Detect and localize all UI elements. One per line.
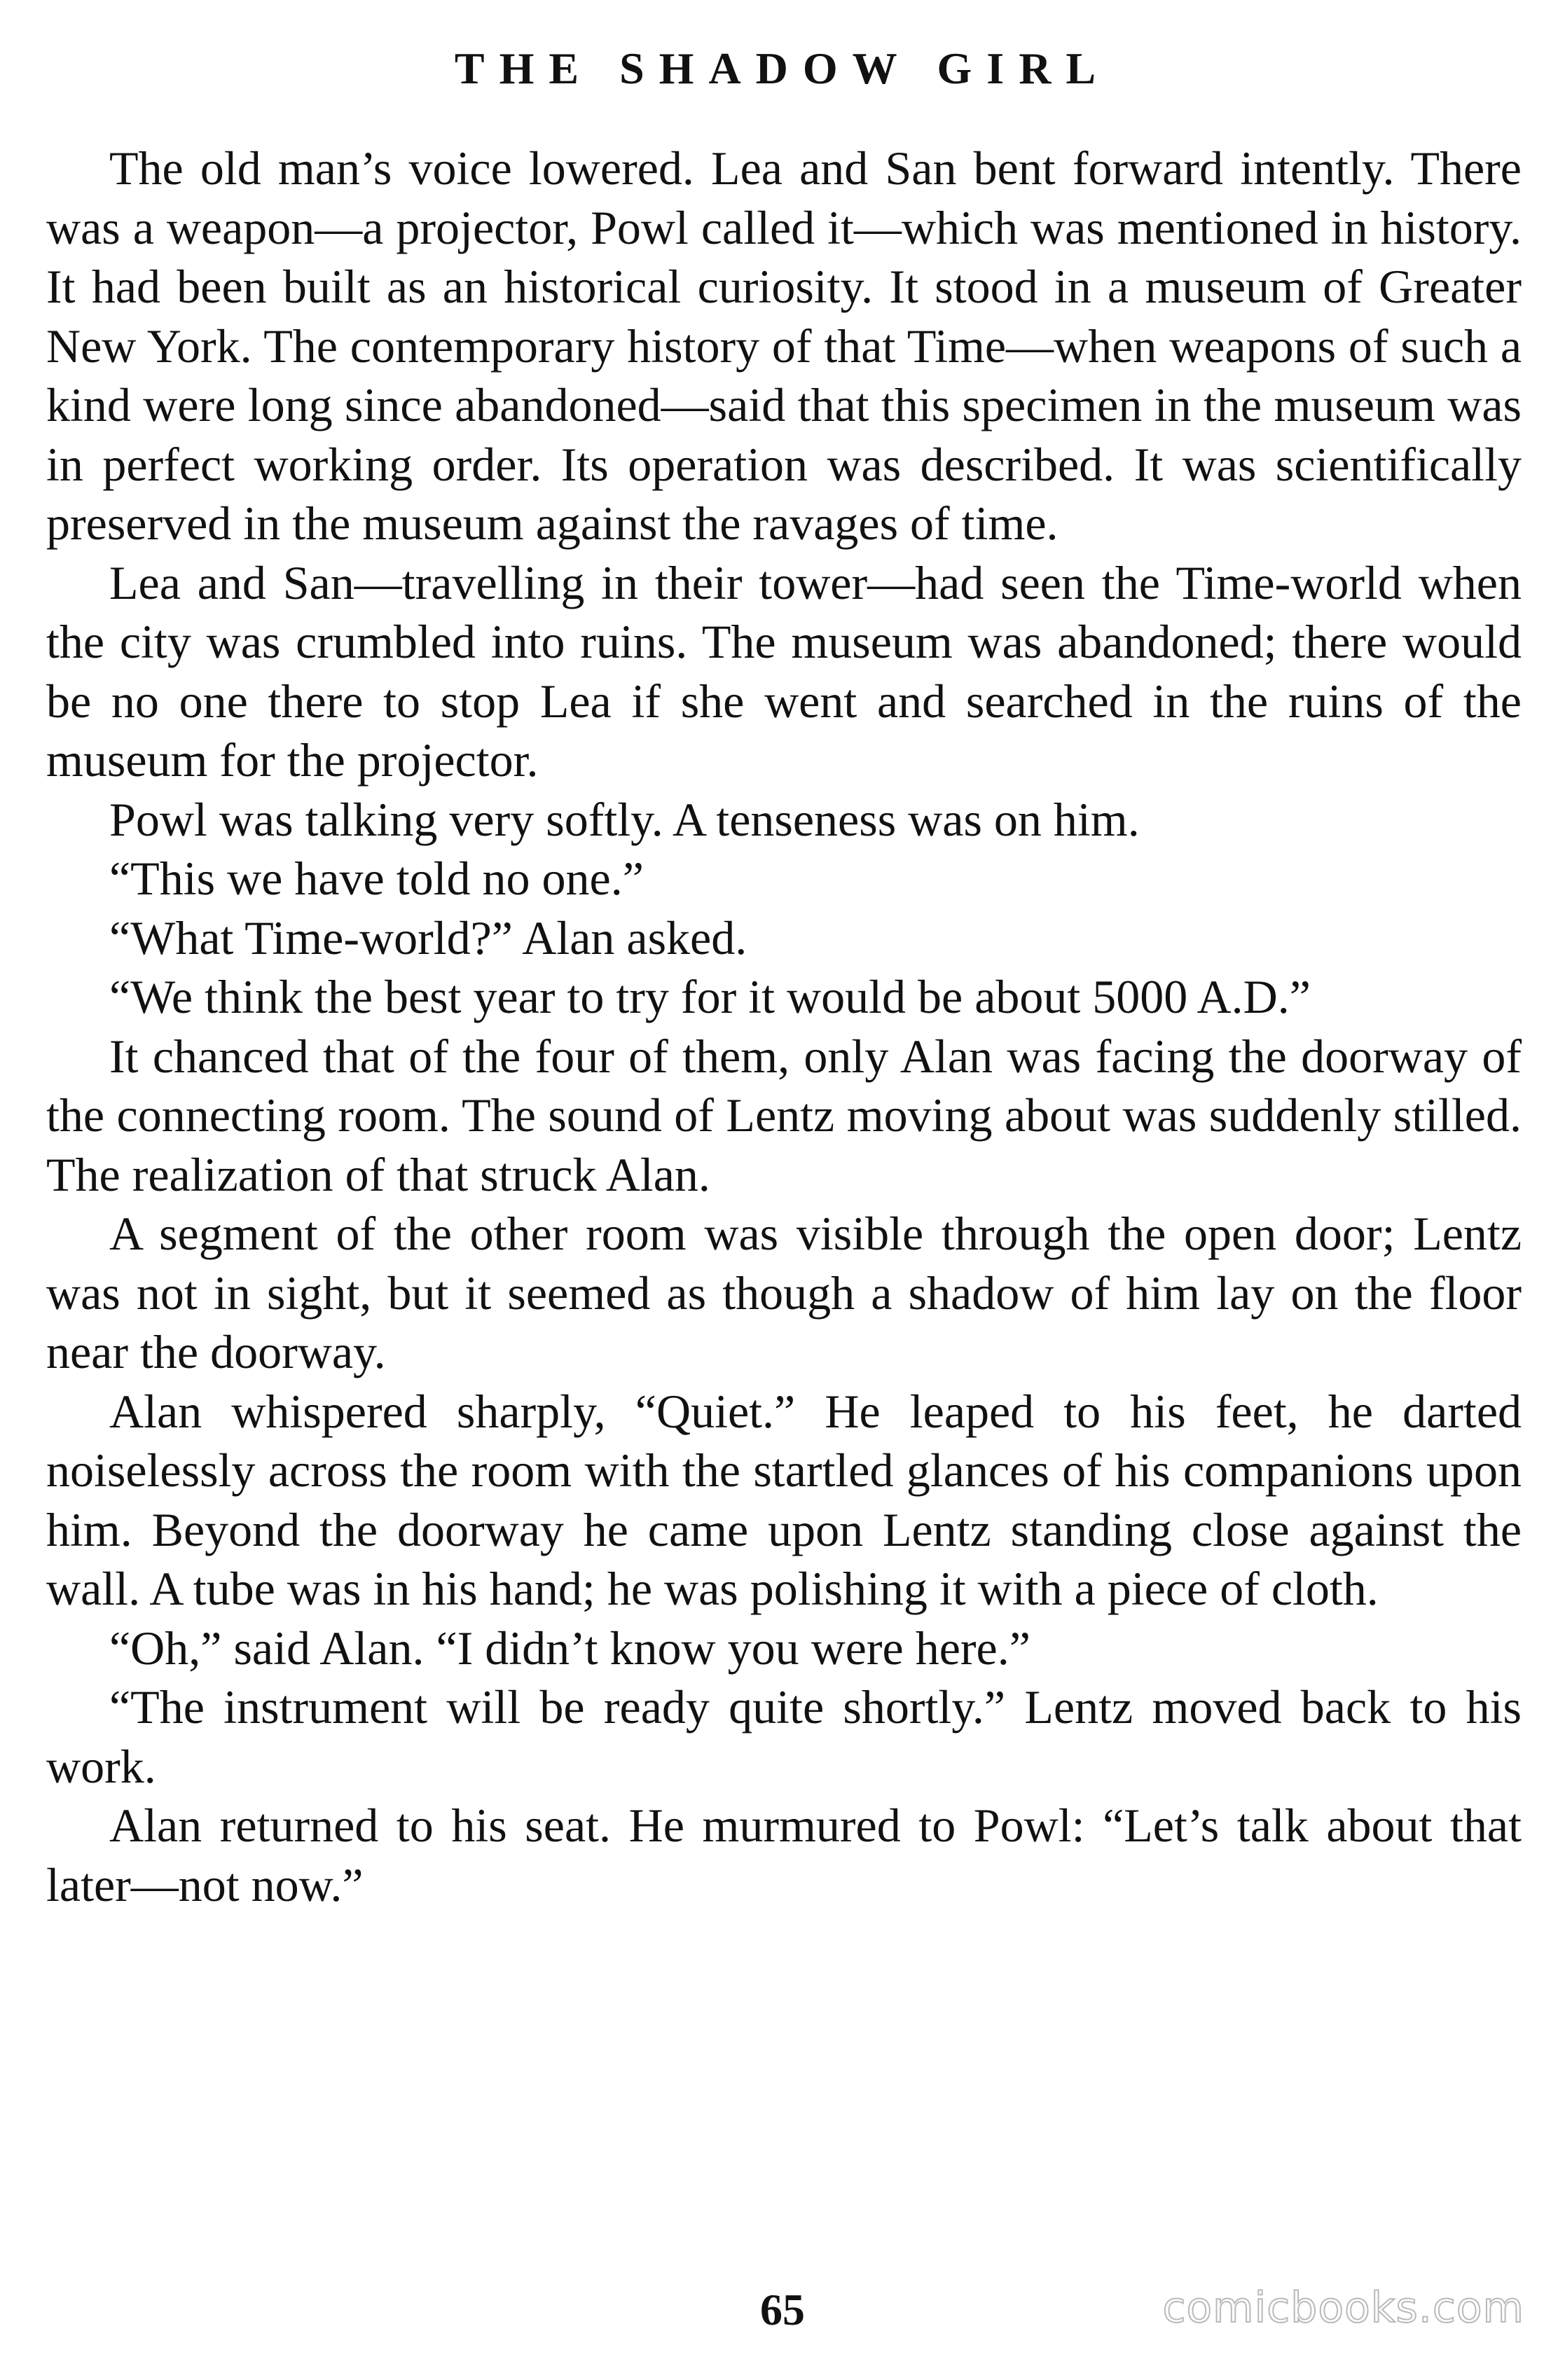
paragraph: Lea and San—travelling in their tower—had seen the Time-world when the city was crumbled into ruins. The museum was abandoned; there would be no one there to stop Lea if she went and searched in the ruins of the museum for the projector. [46, 555, 1522, 787]
paragraph: “The instrument will be ready quite shortly.” Lentz moved back to his work. [46, 1680, 1522, 1793]
paragraph: A segment of the other room was visible through the open door; Lentz was not in sight, but it seemed as though a shadow of him lay on the floor near the doorway. [46, 1207, 1522, 1378]
paragraph: “We think the best year to try for it would be about 5000 A.D.” [109, 970, 1311, 1023]
paragraph: “This we have told no one.” [109, 852, 644, 905]
site-watermark: comicbooks.com [1162, 2283, 1524, 2332]
page-number: 65 [760, 2285, 805, 2334]
paragraph: Alan whispered sharply, “Quiet.” He leaped to his feet, he darted noiselessly across the room with the startled glances of his companions upon him. Beyond the doorway he came upon Lentz standing close against the wall. A tube was in his hand; he was polishing it with a piece of cloth. [46, 1384, 1522, 1615]
paragraph: Alan returned to his seat. He murmured to Powl: “Let’s talk about that later—not now.” [46, 1799, 1522, 1911]
paragraph: “What Time-world?” Alan asked. [109, 911, 747, 964]
paragraph: Powl was talking very softly. A tenseness was on him. [109, 792, 1140, 846]
paragraph: It chanced that of the four of them, only Alan was facing the doorway of the connecting room. The sound of Lentz moving about was suddenly stilled. The realization of that struck Alan. [46, 1029, 1522, 1201]
paragraph: “Oh,” said Alan. “I didn’t know you were here.” [109, 1621, 1030, 1675]
running-title: THE SHADOW GIRL [454, 43, 1111, 93]
body-text [46, 139, 1522, 1914]
paragraph: The old man’s voice lowered. Lea and San bent forward intently. There was a weapon—a projector, Powl called it—which was mentioned in history. It had been built as an historical curiosity. It stood in a museum of Greater New York. The contemporary history of that Time—when weapons of such a kind were long since abandoned—said that this specimen in the museum was in perfect working order. Its operation was described. It was scientifically preserved in the museum against the ravages of time. [46, 141, 1522, 550]
